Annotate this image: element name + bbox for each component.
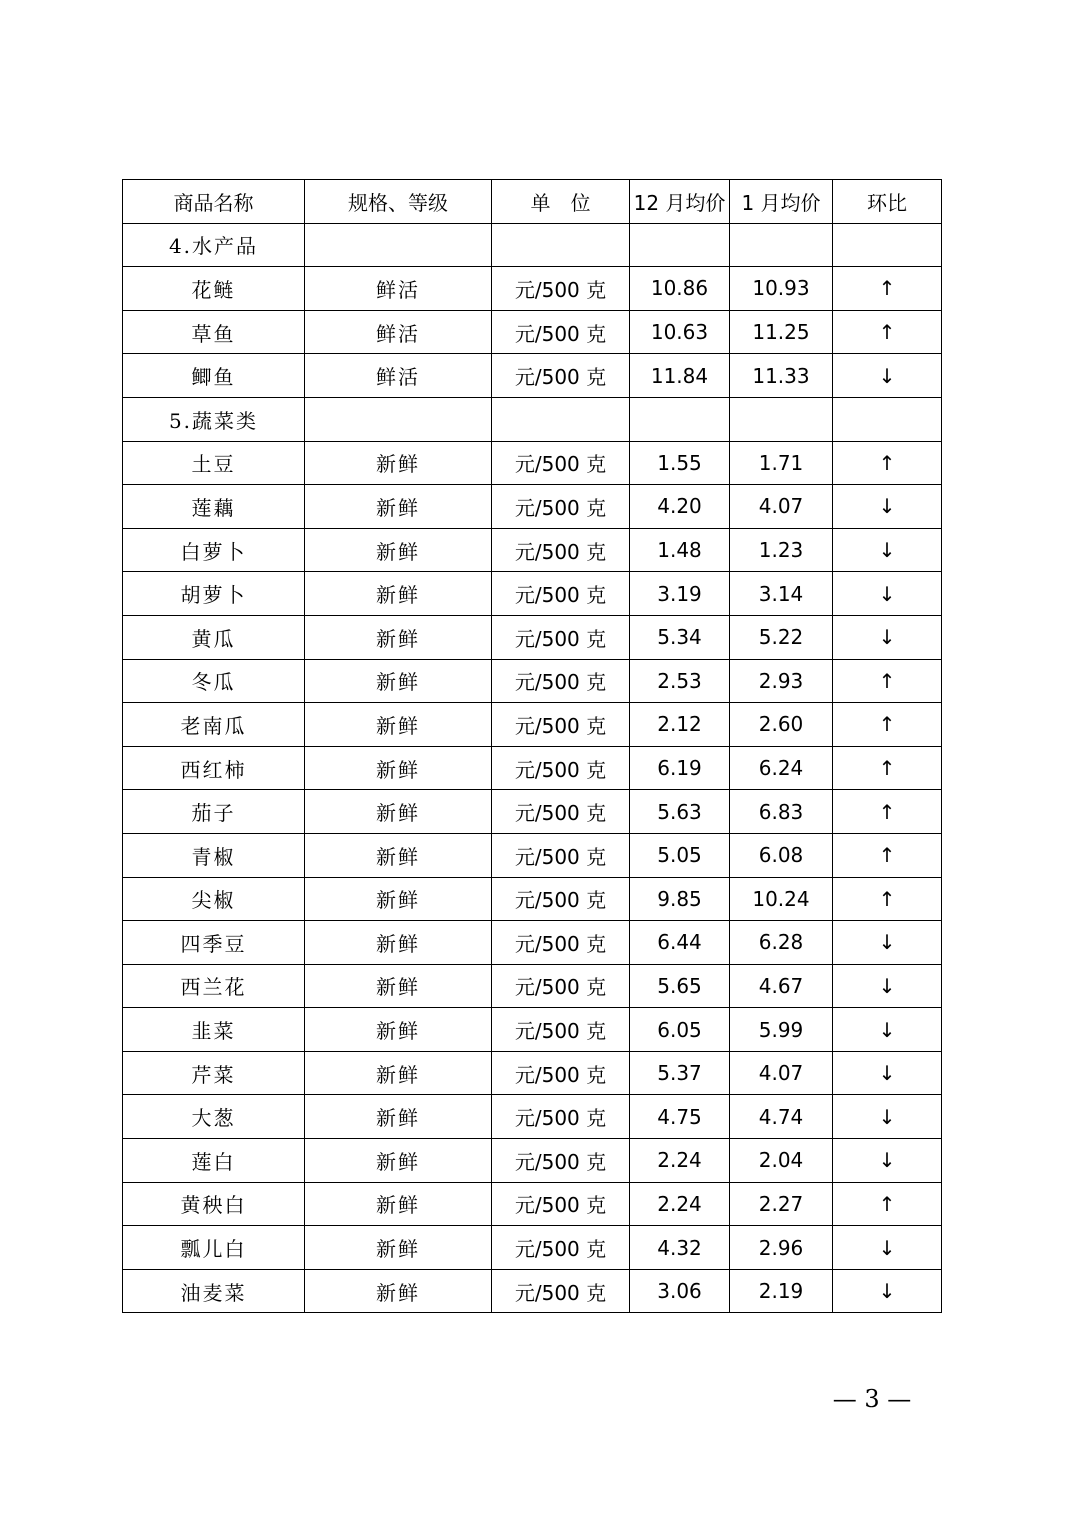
item-unit: 元/500 克 — [492, 964, 630, 1008]
item-jan-price: 3.14 — [730, 572, 833, 616]
item-name: 草鱼 — [123, 310, 305, 354]
table-row — [123, 659, 942, 703]
table-row — [123, 1008, 942, 1052]
table-row — [123, 790, 942, 834]
item-jan-price: 1.71 — [730, 441, 833, 485]
header-unit: 单 位 — [492, 180, 630, 224]
item-spec: 新鲜 — [305, 659, 492, 703]
item-change-arrow: ↑ — [833, 267, 942, 311]
item-dec-price: 5.63 — [630, 790, 730, 834]
table-row — [123, 1226, 942, 1270]
table-row — [123, 964, 942, 1008]
table-row — [123, 441, 942, 485]
item-name: 芹菜 — [123, 1051, 305, 1095]
empty-cell — [492, 223, 630, 267]
table-row — [123, 528, 942, 572]
empty-cell — [305, 397, 492, 441]
empty-cell — [492, 397, 630, 441]
item-change-arrow: ↓ — [833, 1095, 942, 1139]
item-change-arrow: ↑ — [833, 833, 942, 877]
item-change-arrow: ↓ — [833, 615, 942, 659]
item-change-arrow: ↓ — [833, 1269, 942, 1313]
item-unit: 元/500 克 — [492, 746, 630, 790]
item-name: 老南瓜 — [123, 703, 305, 747]
item-unit: 元/500 克 — [492, 1051, 630, 1095]
item-change-arrow: ↓ — [833, 1008, 942, 1052]
item-spec: 新鲜 — [305, 485, 492, 529]
item-dec-price: 6.05 — [630, 1008, 730, 1052]
item-unit: 元/500 克 — [492, 354, 630, 398]
item-unit: 元/500 克 — [492, 877, 630, 921]
item-unit: 元/500 克 — [492, 441, 630, 485]
item-name: 白萝卜 — [123, 528, 305, 572]
item-spec: 鲜活 — [305, 267, 492, 311]
item-change-arrow: ↓ — [833, 354, 942, 398]
item-jan-price: 2.04 — [730, 1139, 833, 1183]
item-spec: 新鲜 — [305, 1008, 492, 1052]
item-spec: 新鲜 — [305, 1095, 492, 1139]
item-change-arrow: ↑ — [833, 746, 942, 790]
item-jan-price: 11.25 — [730, 310, 833, 354]
table-row — [123, 485, 942, 529]
item-dec-price: 6.44 — [630, 921, 730, 965]
item-name: 西红柿 — [123, 746, 305, 790]
item-unit: 元/500 克 — [492, 310, 630, 354]
item-spec: 新鲜 — [305, 528, 492, 572]
item-name: 黄秧白 — [123, 1182, 305, 1226]
item-change-arrow: ↑ — [833, 790, 942, 834]
item-name: 茄子 — [123, 790, 305, 834]
item-unit: 元/500 克 — [492, 921, 630, 965]
item-name: 莲白 — [123, 1139, 305, 1183]
table-row — [123, 921, 942, 965]
item-unit: 元/500 克 — [492, 528, 630, 572]
item-jan-price: 6.28 — [730, 921, 833, 965]
table-row — [123, 703, 942, 747]
item-spec: 新鲜 — [305, 1226, 492, 1270]
item-name: 瓢儿白 — [123, 1226, 305, 1270]
header-change: 环比 — [833, 180, 942, 224]
item-spec: 新鲜 — [305, 615, 492, 659]
header-dec-price: 12 月均价 — [630, 180, 730, 224]
item-dec-price: 2.24 — [630, 1182, 730, 1226]
table-row — [123, 1095, 942, 1139]
item-dec-price: 1.55 — [630, 441, 730, 485]
table-body — [123, 223, 942, 1313]
section-row — [123, 397, 942, 441]
item-name: 四季豆 — [123, 921, 305, 965]
item-name: 油麦菜 — [123, 1269, 305, 1313]
item-dec-price: 11.84 — [630, 354, 730, 398]
item-spec: 新鲜 — [305, 1139, 492, 1183]
header-jan-price: 1 月均价 — [730, 180, 833, 224]
item-jan-price: 4.07 — [730, 1051, 833, 1095]
item-change-arrow: ↑ — [833, 877, 942, 921]
item-jan-price: 4.74 — [730, 1095, 833, 1139]
item-unit: 元/500 克 — [492, 1182, 630, 1226]
item-dec-price: 5.37 — [630, 1051, 730, 1095]
item-name: 胡萝卜 — [123, 572, 305, 616]
item-jan-price: 5.22 — [730, 615, 833, 659]
item-jan-price: 1.23 — [730, 528, 833, 572]
item-spec: 新鲜 — [305, 703, 492, 747]
item-unit: 元/500 克 — [492, 1269, 630, 1313]
empty-cell — [730, 397, 833, 441]
item-dec-price: 2.12 — [630, 703, 730, 747]
table-row — [123, 1051, 942, 1095]
item-unit: 元/500 克 — [492, 485, 630, 529]
item-dec-price: 3.06 — [630, 1269, 730, 1313]
price-table — [122, 179, 942, 1313]
item-spec: 新鲜 — [305, 833, 492, 877]
item-dec-price: 2.53 — [630, 659, 730, 703]
item-name: 西兰花 — [123, 964, 305, 1008]
item-jan-price: 4.67 — [730, 964, 833, 1008]
item-jan-price: 5.99 — [730, 1008, 833, 1052]
table-row — [123, 267, 942, 311]
item-dec-price: 4.75 — [630, 1095, 730, 1139]
item-change-arrow: ↓ — [833, 1226, 942, 1270]
table-row — [123, 746, 942, 790]
table-row — [123, 310, 942, 354]
item-dec-price: 5.34 — [630, 615, 730, 659]
item-name: 尖椒 — [123, 877, 305, 921]
item-spec: 新鲜 — [305, 746, 492, 790]
item-jan-price: 10.93 — [730, 267, 833, 311]
table-row — [123, 877, 942, 921]
item-unit: 元/500 克 — [492, 572, 630, 616]
header-spec: 规格、等级 — [305, 180, 492, 224]
section-row — [123, 223, 942, 267]
item-unit: 元/500 克 — [492, 703, 630, 747]
table-row — [123, 833, 942, 877]
item-spec: 新鲜 — [305, 964, 492, 1008]
table-row — [123, 1182, 942, 1226]
item-jan-price: 2.96 — [730, 1226, 833, 1270]
item-jan-price: 6.08 — [730, 833, 833, 877]
item-change-arrow: ↓ — [833, 572, 942, 616]
item-name: 冬瓜 — [123, 659, 305, 703]
item-name: 青椒 — [123, 833, 305, 877]
item-spec: 新鲜 — [305, 572, 492, 616]
item-dec-price: 3.19 — [630, 572, 730, 616]
page-number: — 3 — — [832, 1385, 912, 1413]
item-dec-price: 5.65 — [630, 964, 730, 1008]
item-name: 花鲢 — [123, 267, 305, 311]
item-jan-price: 6.83 — [730, 790, 833, 834]
empty-cell — [630, 397, 730, 441]
item-unit: 元/500 克 — [492, 833, 630, 877]
table-row — [123, 1139, 942, 1183]
item-change-arrow: ↓ — [833, 921, 942, 965]
item-spec: 新鲜 — [305, 1182, 492, 1226]
table-row — [123, 615, 942, 659]
empty-cell — [305, 223, 492, 267]
item-dec-price: 1.48 — [630, 528, 730, 572]
item-spec: 新鲜 — [305, 921, 492, 965]
item-change-arrow: ↓ — [833, 1051, 942, 1095]
item-spec: 新鲜 — [305, 1269, 492, 1313]
empty-cell — [833, 397, 942, 441]
item-jan-price: 2.27 — [730, 1182, 833, 1226]
item-name: 大葱 — [123, 1095, 305, 1139]
item-name: 鲫鱼 — [123, 354, 305, 398]
item-jan-price: 2.19 — [730, 1269, 833, 1313]
table-row — [123, 354, 942, 398]
item-change-arrow: ↓ — [833, 964, 942, 1008]
item-jan-price: 2.60 — [730, 703, 833, 747]
table-row — [123, 1269, 942, 1313]
item-dec-price: 4.32 — [630, 1226, 730, 1270]
header-name: 商品名称 — [123, 180, 305, 224]
section-label: 5.蔬菜类 — [123, 397, 305, 441]
item-change-arrow: ↑ — [833, 310, 942, 354]
item-change-arrow: ↑ — [833, 659, 942, 703]
item-change-arrow: ↑ — [833, 441, 942, 485]
item-unit: 元/500 克 — [492, 267, 630, 311]
item-unit: 元/500 克 — [492, 1095, 630, 1139]
item-spec: 鲜活 — [305, 310, 492, 354]
item-unit: 元/500 克 — [492, 1008, 630, 1052]
item-change-arrow: ↓ — [833, 528, 942, 572]
item-dec-price: 10.63 — [630, 310, 730, 354]
item-name: 韭菜 — [123, 1008, 305, 1052]
item-jan-price: 11.33 — [730, 354, 833, 398]
item-jan-price: 6.24 — [730, 746, 833, 790]
item-dec-price: 10.86 — [630, 267, 730, 311]
empty-cell — [833, 223, 942, 267]
item-dec-price: 2.24 — [630, 1139, 730, 1183]
item-change-arrow: ↓ — [833, 485, 942, 529]
item-spec: 新鲜 — [305, 441, 492, 485]
item-change-arrow: ↓ — [833, 1139, 942, 1183]
item-unit: 元/500 克 — [492, 1226, 630, 1270]
item-jan-price: 2.93 — [730, 659, 833, 703]
item-change-arrow: ↑ — [833, 1182, 942, 1226]
item-unit: 元/500 克 — [492, 790, 630, 834]
item-dec-price: 4.20 — [630, 485, 730, 529]
empty-cell — [630, 223, 730, 267]
item-change-arrow: ↑ — [833, 703, 942, 747]
table-row — [123, 572, 942, 616]
item-jan-price: 4.07 — [730, 485, 833, 529]
item-spec: 新鲜 — [305, 790, 492, 834]
item-dec-price: 9.85 — [630, 877, 730, 921]
item-jan-price: 10.24 — [730, 877, 833, 921]
item-name: 莲藕 — [123, 485, 305, 529]
item-unit: 元/500 克 — [492, 615, 630, 659]
item-unit: 元/500 克 — [492, 1139, 630, 1183]
item-dec-price: 6.19 — [630, 746, 730, 790]
item-name: 黄瓜 — [123, 615, 305, 659]
table-header-row — [123, 180, 942, 224]
item-name: 土豆 — [123, 441, 305, 485]
item-spec: 鲜活 — [305, 354, 492, 398]
item-unit: 元/500 克 — [492, 659, 630, 703]
item-spec: 新鲜 — [305, 877, 492, 921]
item-spec: 新鲜 — [305, 1051, 492, 1095]
section-label: 4.水产品 — [123, 223, 305, 267]
empty-cell — [730, 223, 833, 267]
item-dec-price: 5.05 — [630, 833, 730, 877]
